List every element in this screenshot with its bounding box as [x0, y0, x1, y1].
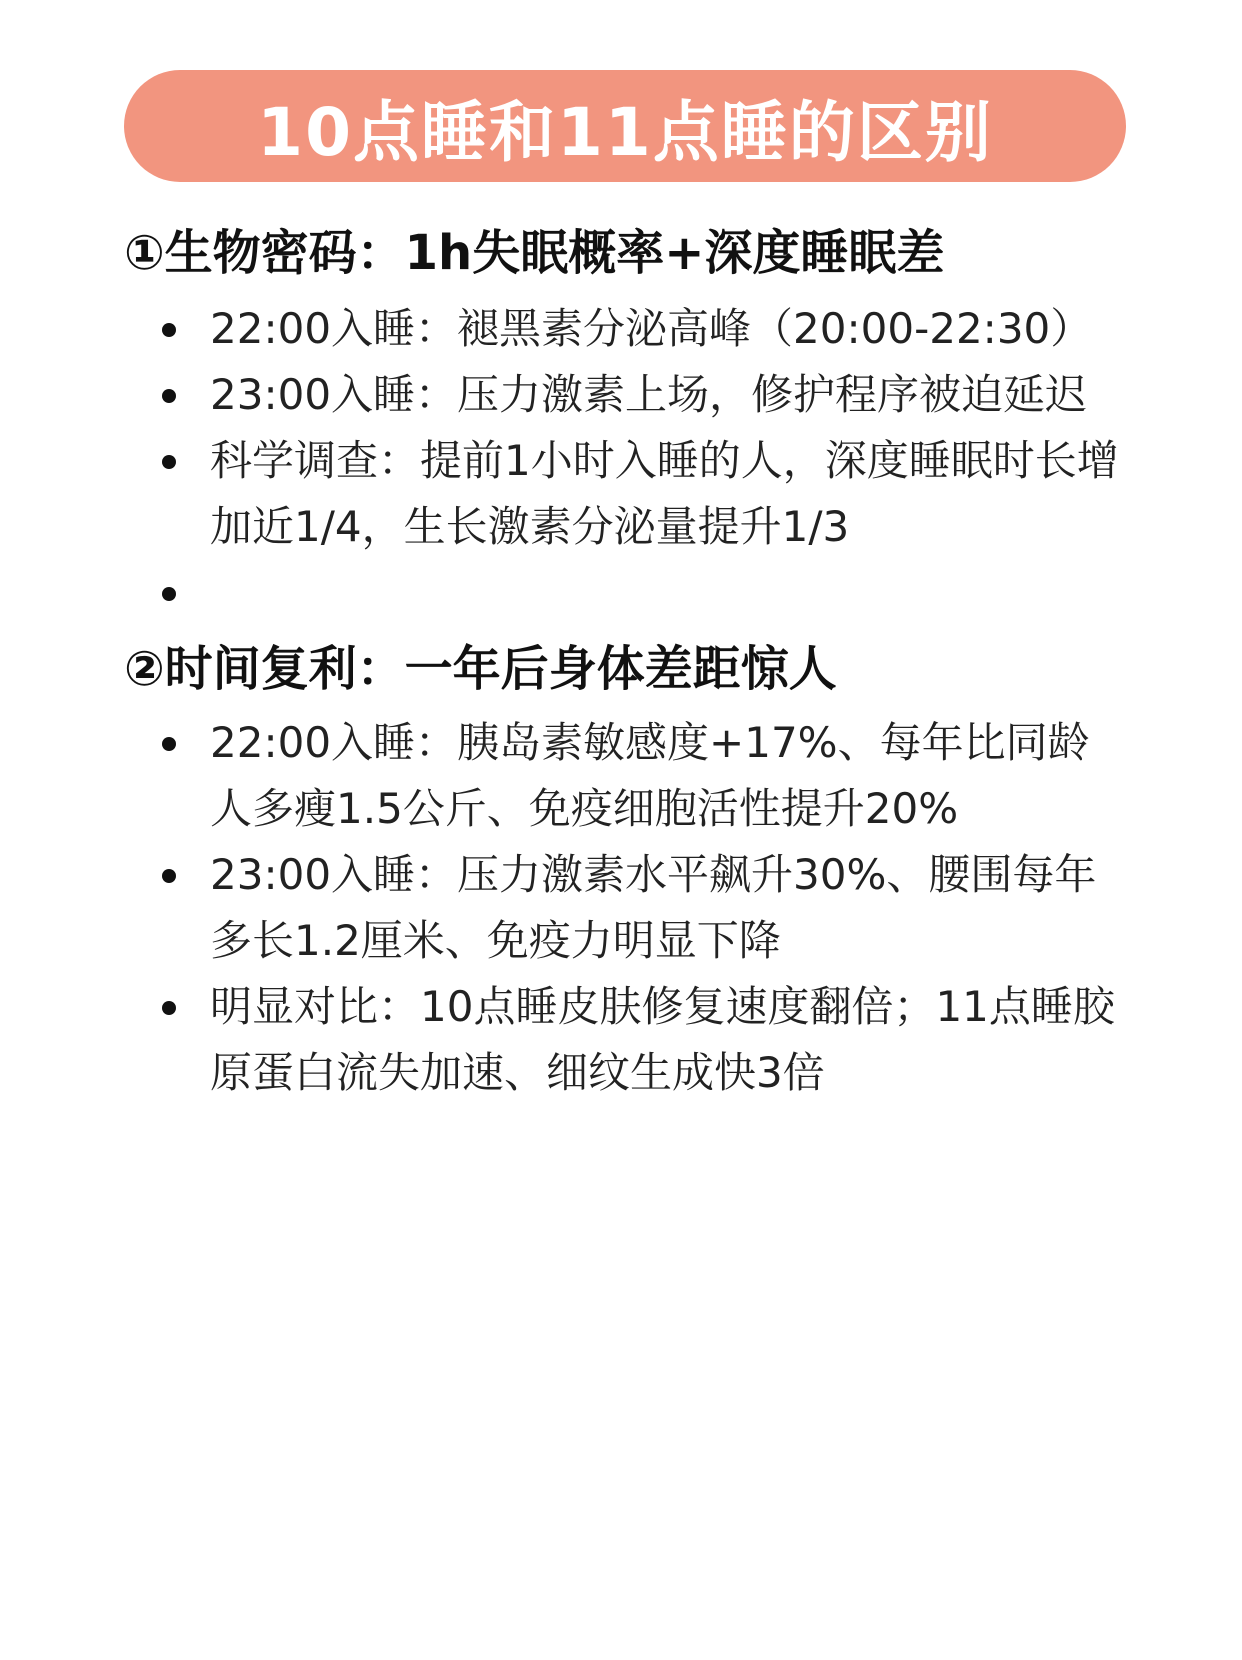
article-content	[124, 222, 1124, 1106]
list-item-text: 23:00入睡：压力激素水平飙升30%、腰围每年多长1.2厘米、免疫力明显下降	[210, 850, 1097, 965]
bullet-dot-icon	[162, 455, 176, 469]
list-item-empty	[124, 560, 1124, 626]
section-biological-code	[124, 222, 1124, 626]
list-item	[124, 710, 1124, 842]
list-item	[124, 362, 1124, 428]
title-banner	[124, 70, 1126, 182]
bullet-dot-icon	[162, 389, 176, 403]
bullet-list	[124, 296, 1124, 626]
bullet-list	[124, 710, 1124, 1106]
list-item-text: 22:00入睡：褪黑素分泌高峰（20:00-22:30）	[210, 304, 1093, 353]
bullet-dot-icon	[162, 323, 176, 337]
list-item	[124, 974, 1124, 1106]
section-heading: ②时间复利：一年后身体差距惊人	[124, 641, 837, 697]
list-item	[124, 842, 1124, 974]
page-title: 10点睡和11点睡的区别	[257, 93, 993, 171]
bullet-dot-icon	[162, 737, 176, 751]
bullet-dot-icon	[162, 869, 176, 883]
list-item	[124, 296, 1124, 362]
section-time-compound	[124, 638, 1124, 1106]
list-item	[124, 428, 1124, 560]
list-item-text: 23:00入睡：压力激素上场，修护程序被迫延迟	[210, 370, 1088, 419]
list-item-text: 22:00入睡：胰岛素敏感度+17%、每年比同龄人多瘦1.5公斤、免疫细胞活性提升20%	[210, 718, 1090, 833]
list-item-text: 明显对比：10点睡皮肤修复速度翻倍；11点睡胶原蛋白流失加速、细纹生成快3倍	[210, 982, 1115, 1097]
bullet-dot-icon	[162, 587, 176, 601]
list-item-text: 科学调查：提前1小时入睡的人，深度睡眠时长增加近1/4，生长激素分泌量提升1/3	[210, 436, 1119, 551]
bullet-dot-icon	[162, 1001, 176, 1015]
section-heading: ①生物密码：1h失眠概率+深度睡眠差	[124, 225, 945, 281]
